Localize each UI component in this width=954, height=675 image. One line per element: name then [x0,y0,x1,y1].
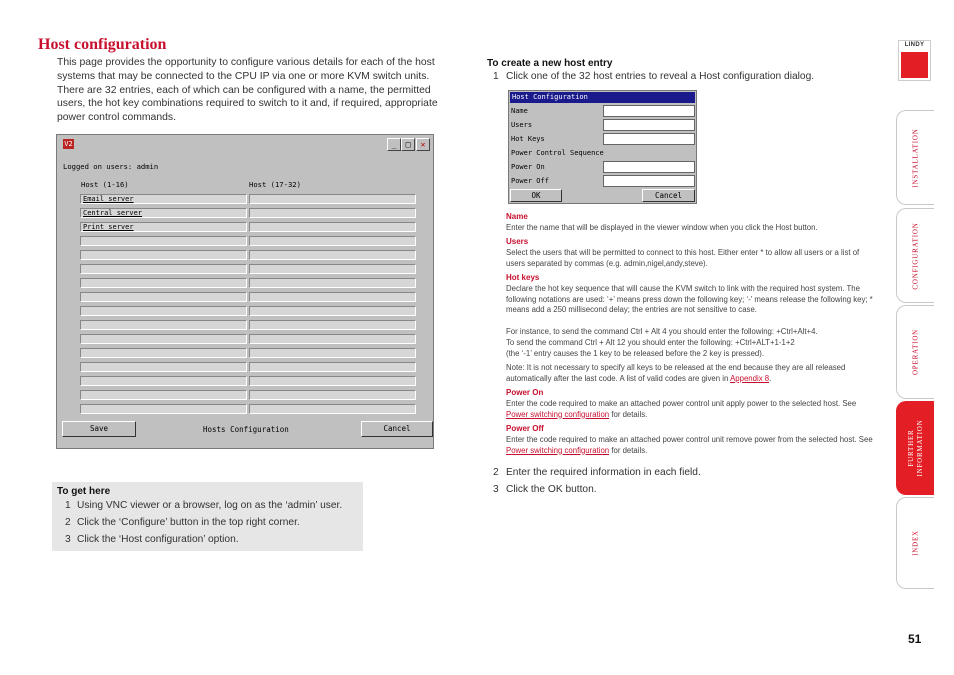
tab-label: FURTHER INFORMATION [906,419,924,477]
host-entry[interactable] [249,250,416,260]
logo-red-block [901,52,928,78]
host-entry[interactable]: Central server [80,208,247,218]
vnc-icon: V2 [64,140,73,148]
hot-keys-input[interactable] [603,133,695,145]
step-number: 3 [493,484,499,495]
users-field-description: Select the users that will be permitted to connect to this host. Either enter * to allow all users or a list of users separated by commas (e.g. admin,nigel,andy,steve). [506,248,860,268]
power-switching-link[interactable]: Power switching configuration [506,409,610,419]
users-field-heading: Users [506,237,529,246]
power-switching-link[interactable]: Power switching configuration [506,445,610,455]
step-text: Click the ‘Configure’ button in the top right corner. [77,517,300,528]
note-text: Note: It is not necessary to specify all keys to be released at the end because they are all released automatically after the last code. A list of valid codes are given in [506,363,846,383]
host-entry[interactable] [80,348,247,358]
host-entry[interactable] [249,320,416,330]
host-entry[interactable] [249,362,416,372]
dialog-cancel-button[interactable]: Cancel [642,189,695,202]
users-input[interactable] [603,119,695,131]
tab-further-information[interactable] [896,401,934,495]
for-details: for details. [611,445,648,455]
host-entry[interactable] [80,250,247,260]
host-entry[interactable] [80,236,247,246]
create-step-1: Click one of the 32 host entries to reveal a Host configuration dialog. [506,71,815,82]
host-entry[interactable] [249,194,416,204]
host-entry[interactable] [249,278,416,288]
power-on-text: Enter the code required to make an attached power control unit apply power to the selected host. See [506,399,857,408]
power-on-field-heading: Power On [506,388,544,397]
power-off-text: Enter the code required to make an attached power control unit remove power from the selected host. See [506,435,873,444]
host-entry[interactable] [249,208,416,218]
hot-keys-label: Hot Keys [511,135,545,143]
tab-label: CONFIGURATION [911,221,919,290]
period: . [769,373,772,383]
host-entry[interactable] [249,334,416,344]
tab-label: INDEX [911,530,919,556]
name-input[interactable] [603,105,695,117]
create-step-3: Click the OK button. [506,484,597,495]
step-text: Using VNC viewer or a browser, log on as the ‘admin’ user. [77,500,343,511]
window-body [60,153,430,445]
hosts-window [56,134,434,449]
tab-configuration[interactable] [896,208,934,303]
host-entry[interactable] [249,306,416,316]
save-button[interactable]: Save [62,421,136,437]
host-entry[interactable] [249,376,416,386]
logo-text: LINDY [904,42,925,48]
tab-label: INSTALLATION [911,127,919,188]
tab-index[interactable] [896,497,934,589]
intro-paragraph: This page provides the opportunity to configure various details for each of the host systems that may be connected to the CPU IP via one or more KVM switch units. There are 32 entries, each of which can be configured with a name, the permitted users, the hot key combinations required to switch to it and, if required, appropriate power control commands. [57,57,438,124]
host-entry[interactable] [80,376,247,386]
col-header-hosts-1-16: Host (1-16) [81,180,129,189]
step-number: 3 [65,534,71,545]
host-entry[interactable] [249,264,416,274]
host-entry[interactable] [249,292,416,302]
host-entry[interactable]: Email server [80,194,247,204]
users-label: Users [511,121,533,129]
page-title: Host configuration [38,36,167,53]
host-entry[interactable] [80,390,247,400]
step-number: 2 [65,517,71,528]
minimize-button[interactable]: _ [387,138,401,151]
host-entry[interactable] [80,404,247,414]
power-on-description [506,399,874,420]
step-number: 1 [493,71,499,82]
host-entry[interactable] [249,236,416,246]
power-on-label: Power On [511,163,545,171]
maximize-button[interactable]: □ [401,138,415,151]
host-entry[interactable] [80,334,247,344]
tab-installation[interactable] [896,110,934,205]
hot-keys-release-note [506,363,874,384]
step-number: 1 [65,500,71,511]
host-entry[interactable] [80,306,247,316]
power-on-input[interactable] [603,161,695,173]
cancel-button[interactable]: Cancel [361,421,433,437]
close-button[interactable]: ✕ [416,138,430,151]
step-number: 2 [493,467,499,478]
power-off-label: Power Off [511,177,549,185]
tab-label: OPERATION [911,328,919,376]
create-step-2: Enter the required information in each field. [506,467,701,478]
to-get-here-heading: To get here [57,486,111,497]
tab-operation[interactable] [896,305,934,399]
window-titlebar [59,137,431,152]
host-entry[interactable] [249,222,416,232]
create-heading: To create a new host entry [487,58,613,69]
name-field-description: Enter the name that will be displayed in the viewer window when you click the Host button. [506,223,818,232]
host-entry[interactable] [80,320,247,330]
hot-keys-example-note: (the ‘-1’ entry causes the 1 key to be released before the 2 key is pressed). [506,349,765,358]
host-entry[interactable] [80,292,247,302]
hot-keys-example-2: To send the command Ctrl + Alt 12 you should enter the following: +Ctrl+ALT+1-1+2 [506,338,795,347]
to-get-here-box [52,482,363,551]
lindy-logo [898,40,931,81]
appendix-8-link[interactable]: Appendix 8 [730,373,770,383]
hot-keys-field-heading: Hot keys [506,273,540,282]
logged-on-users: Logged on users: admin [63,162,159,171]
hosts-configuration-label: Hosts Configuration [203,425,289,434]
ok-button[interactable]: OK [510,189,562,202]
host-entry[interactable] [80,278,247,288]
for-details: for details. [611,409,648,419]
hot-keys-description: Declare the hot key sequence that will cause the KVM switch to link with the required host system. The following notations are used: ‘+’ means press down the following key; ‘-’ means release the following key; * means add a 250 millisecond delay; the entries are not sensitive to case. [506,284,873,315]
name-label: Name [511,107,528,115]
name-field-heading: Name [506,212,528,221]
col-header-hosts-17-32: Host (17-32) [249,180,301,189]
hot-keys-example-1: For instance, to send the command Ctrl + Alt 4 you should enter the following: +Ctrl+Alt+4. [506,327,818,336]
host-entry[interactable] [80,264,247,274]
step-text: Click the ‘Host configuration’ option. [77,534,239,545]
host-entry[interactable]: Print server [80,222,247,232]
host-config-dialog [508,90,697,204]
power-off-description [506,435,874,456]
power-off-field-heading: Power Off [506,424,544,433]
host-entry[interactable] [249,390,416,400]
host-entry[interactable] [249,348,416,358]
page-number: 51 [908,632,922,646]
power-off-input[interactable] [603,175,695,187]
host-entry[interactable] [80,362,247,372]
host-config-titlebar: Host Configuration [510,92,695,103]
host-entry[interactable] [249,404,416,414]
power-control-sequence-label: Power Control Sequence [511,149,604,157]
